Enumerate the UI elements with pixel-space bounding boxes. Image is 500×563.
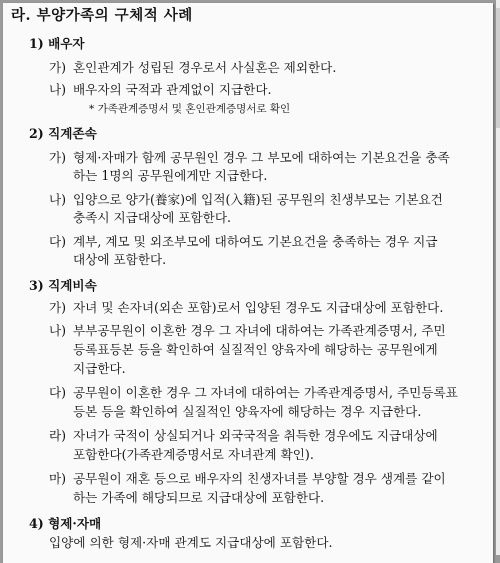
item-text: 배우자의 국적과 관계없이 지급한다. — [73, 82, 272, 97]
item-marker: 나) — [49, 323, 67, 338]
item-text: 혼인관계가 성립된 경우로서 사실혼은 제외한다. — [73, 60, 337, 75]
item-text: 자녀 및 손자녀(외손 포함)로서 입양된 경우도 지급대상에 포함한다. — [73, 300, 444, 315]
section-heading-descendants: 3) 직계비속 — [29, 278, 97, 293]
item-text: 입양으로 양가(養家)에 입적(入籍)된 공무원의 친생부모는 기본요건 — [73, 192, 443, 207]
item-text: 계부, 계모 및 외조부모에 대하여도 기본요건을 충족하는 경우 지급 — [73, 234, 438, 249]
item-text: 공무원이 이혼한 경우 그 자녀에 대하여는 가족관계증명서, 주민등록표 — [73, 385, 458, 400]
page-title: 라. 부양가족의 구체적 사례 — [11, 7, 193, 24]
item-text: 대상에 포함한다. — [73, 252, 167, 267]
item-text: 공무원이 재혼 등으로 배우자의 친생자녀를 부양할 경우 생계를 같이 — [73, 471, 446, 486]
item-text: 충족시 지급대상에 포함한다. — [73, 210, 231, 225]
section-heading-ascendants: 2) 직계존속 — [29, 126, 97, 141]
section-heading-siblings: 4) 형제·자매 — [29, 516, 102, 531]
item-text: 하는 1명의 공무원에게만 지급한다. — [73, 168, 268, 183]
scrollbar-thumb[interactable] — [496, 8, 500, 128]
item-text: 지급한다. — [73, 361, 126, 376]
item-text: 등록표등본 등을 확인하여 실질적인 양육자에 해당하는 공무원에게 — [73, 342, 438, 357]
item-text: 부부공무원이 이혼한 경우 그 자녀에 대하여는 가족관계증명서, 주민 — [73, 323, 446, 338]
section-heading-spouse: 1) 배우자 — [29, 36, 85, 51]
item-text: 하는 가족에 해당되므로 지급대상에 포함한다. — [73, 490, 325, 505]
item-marker: 나) — [49, 82, 67, 97]
item-marker: 가) — [49, 300, 67, 315]
document-page — [3, 3, 493, 563]
item-text: 등본 등을 확인하여 실질적인 양육자에 해당하는 경우 지급한다. — [73, 404, 422, 419]
item-marker: 가) — [49, 150, 67, 165]
note-text: * 가족관계증명서 및 혼인관계증명서로 확인 — [89, 103, 291, 115]
item-marker: 다) — [49, 385, 67, 400]
section-body-text: 입양에 의한 형제·자매 관계도 지급대상에 포함한다. — [49, 535, 333, 550]
item-text: 포함한다(가족관계증명서로 자녀관계 확인). — [73, 447, 314, 462]
item-marker: 다) — [49, 234, 67, 249]
item-text: 형제·자매가 함께 공무원인 경우 그 부모에 대하여는 기본요건을 충족 — [73, 150, 450, 165]
vertical-scrollbar[interactable] — [496, 0, 500, 555]
item-text: 자녀가 국적이 상실되거나 외국국적을 취득한 경우에도 지급대상에 — [73, 428, 438, 443]
item-marker: 마) — [49, 471, 67, 486]
item-marker: 나) — [49, 192, 67, 207]
item-marker: 가) — [49, 60, 67, 75]
item-marker: 라) — [49, 428, 67, 443]
